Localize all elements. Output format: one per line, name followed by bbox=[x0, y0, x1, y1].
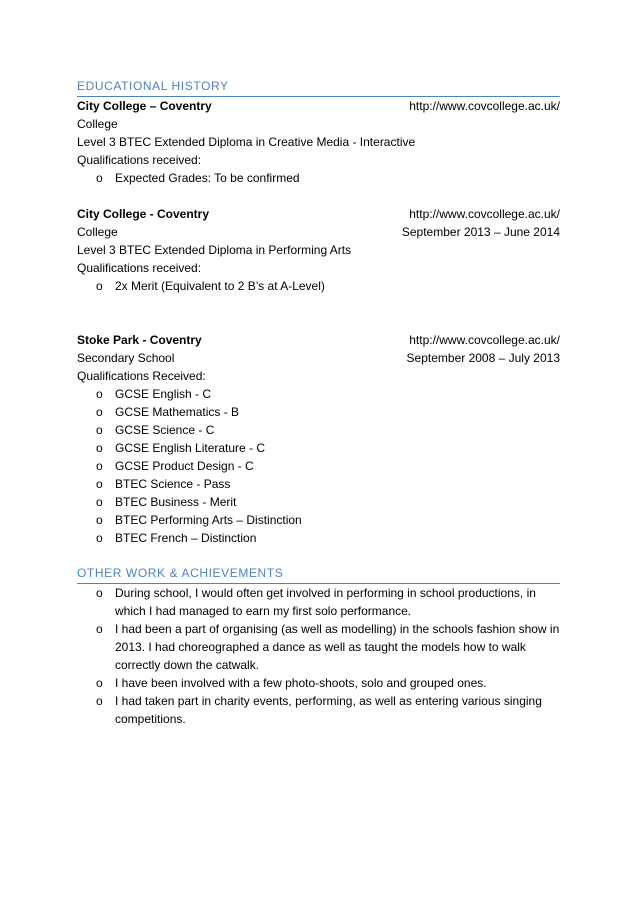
list-item: o 2x Merit (Equivalent to 2 B’s at A-Level) bbox=[96, 279, 325, 293]
institution-name: Stoke Park - Coventry bbox=[77, 333, 202, 347]
list-item: o BTEC Business - Merit bbox=[96, 495, 237, 509]
bullet-icon: o bbox=[96, 586, 103, 600]
qualifications-list bbox=[77, 277, 560, 295]
list-item: o I have been involved with a few photo-shoots, solo and grouped ones. bbox=[96, 676, 487, 690]
achievements-heading: OTHER WORK & ACHIEVEMENTS bbox=[77, 565, 560, 584]
qualifications-label: Qualifications Received: bbox=[77, 369, 206, 383]
list-item: o GCSE Science - C bbox=[96, 423, 215, 437]
attendance-dates: September 2008 – July 2013 bbox=[406, 351, 560, 365]
institution-name: City College - Coventry bbox=[77, 207, 210, 221]
achievements-list bbox=[77, 584, 560, 728]
bullet-icon: o bbox=[96, 441, 103, 455]
bullet-icon: o bbox=[96, 405, 103, 419]
education-entry bbox=[77, 331, 560, 547]
course-title: Level 3 BTEC Extended Diploma in Performing Arts bbox=[77, 243, 352, 257]
education-heading: EDUCATIONAL HISTORY bbox=[77, 78, 560, 97]
resume-page bbox=[77, 78, 560, 728]
institution-url[interactable]: http://www.covcollege.ac.uk/ bbox=[409, 207, 560, 221]
qualifications-list bbox=[77, 169, 560, 187]
bullet-icon: o bbox=[96, 477, 103, 491]
bullet-icon: o bbox=[96, 513, 103, 527]
attendance-dates: September 2013 – June 2014 bbox=[401, 225, 560, 239]
list-item: o BTEC Science - Pass bbox=[96, 477, 231, 491]
bullet-icon: o bbox=[96, 387, 103, 401]
list-item: o GCSE Mathematics - B bbox=[96, 405, 240, 419]
institution-type: College bbox=[77, 225, 118, 239]
institution-url[interactable]: http://www.covcollege.ac.uk/ bbox=[409, 99, 560, 113]
bullet-icon: o bbox=[96, 423, 103, 437]
list-item: o GCSE Product Design - C bbox=[96, 459, 254, 473]
list-item: o Expected Grades: To be confirmed bbox=[96, 171, 300, 185]
institution-type: College bbox=[77, 117, 118, 131]
education-entry bbox=[77, 205, 560, 295]
bullet-icon: o bbox=[96, 676, 103, 690]
bullet-icon: o bbox=[96, 171, 103, 185]
qualifications-list bbox=[77, 385, 560, 547]
education-entry bbox=[77, 97, 560, 187]
bullet-icon: o bbox=[96, 495, 103, 509]
list-item: o I had taken part in charity events, performing, as well as entering various singing competitions. bbox=[96, 694, 542, 726]
course-title: Level 3 BTEC Extended Diploma in Creative Media - Interactive bbox=[77, 135, 416, 149]
list-item: o BTEC Performing Arts – Distinction bbox=[96, 513, 302, 527]
list-item: o During school, I would often get involved in performing in school productions, in which I had managed to earn my first solo performance. bbox=[96, 586, 536, 618]
achievements-section bbox=[77, 584, 560, 728]
list-item: o BTEC French – Distinction bbox=[96, 531, 257, 545]
qualifications-label: Qualifications received: bbox=[77, 261, 202, 275]
qualifications-label: Qualifications received: bbox=[77, 153, 202, 167]
bullet-icon: o bbox=[96, 531, 103, 545]
list-item: o I had been a part of organising (as well as modelling) in the schools fashion show in 2013. I had choreographed a dance as well as taught the models how to walk correctly down the catwalk. bbox=[96, 622, 560, 672]
bullet-icon: o bbox=[96, 694, 103, 708]
bullet-icon: o bbox=[96, 459, 103, 473]
bullet-icon: o bbox=[96, 622, 103, 636]
institution-name: City College – Coventry bbox=[77, 99, 212, 113]
institution-url[interactable]: http://www.covcollege.ac.uk/ bbox=[409, 333, 560, 347]
list-item: o GCSE English - C bbox=[96, 387, 212, 401]
list-item: o GCSE English Literature - C bbox=[96, 441, 266, 455]
institution-type: Secondary School bbox=[77, 351, 175, 365]
bullet-icon: o bbox=[96, 279, 103, 293]
